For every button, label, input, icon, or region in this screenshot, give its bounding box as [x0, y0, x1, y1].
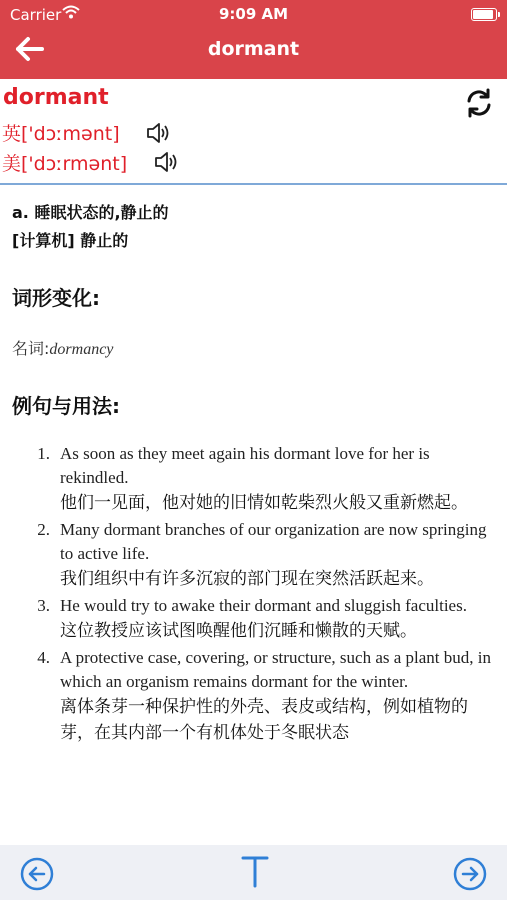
example-english: A protective case, covering, or structure, such as a plant bud, in which an organism remains dormant for the winter.: [60, 648, 492, 691]
examples-list: [26, 442, 496, 748]
refresh-icon: [464, 88, 494, 118]
list-item: [26, 442, 496, 516]
example-number: 3.: [37, 596, 50, 615]
example-english: Many dormant branches of our organization are now springing to active life.: [60, 520, 487, 563]
example-english: He would try to awake their dormant and sluggish faculties.: [60, 596, 467, 615]
example-chinese: 他们一见面，他对她的旧情如乾柴烈火般又重新燃起。: [60, 493, 468, 513]
clock: 9:09 AM: [218, 5, 289, 23]
battery-icon: [471, 8, 497, 21]
example-chinese: 离体条芽一种保护性的外壳、表皮或结构，例如植物的芽，在其内部一个有机体处于冬眠状态: [60, 697, 468, 743]
definition-2: [计算机] 静止的: [12, 231, 129, 250]
example-english: As soon as they meet again his dormant love for her is rekindled.: [60, 444, 430, 487]
word-forms-row: [12, 336, 113, 359]
word-forms-heading: 词形变化:: [12, 286, 100, 310]
word-form-label: 名词:: [12, 339, 50, 358]
us-pronunciation: 美['dɔːrmənt]: [2, 153, 128, 175]
arrow-right-circle-icon: [453, 857, 487, 891]
text-size-button[interactable]: [240, 853, 270, 891]
next-button[interactable]: [453, 857, 487, 891]
list-item: [26, 594, 496, 644]
example-chinese: 我们组织中有许多沉寂的部门现在突然活跃起来。: [60, 569, 434, 589]
bottom-toolbar: [0, 845, 507, 900]
example-number: 4.: [37, 648, 50, 667]
refresh-button[interactable]: [464, 88, 494, 118]
status-bar: [0, 0, 507, 30]
carrier-label: Carrier: [10, 6, 62, 24]
examples-heading: 例句与用法:: [12, 394, 120, 418]
uk-speaker-button[interactable]: [145, 121, 171, 145]
word-form-value: dormancy: [49, 341, 114, 358]
definition-1: a. 睡眠状态的,静止的: [12, 203, 169, 222]
example-number: 2.: [37, 520, 50, 539]
nav-header: [0, 0, 507, 79]
arrow-left-circle-icon: [20, 857, 54, 891]
list-item: [26, 646, 496, 746]
word-card: [0, 79, 507, 185]
page-title: dormant: [207, 38, 300, 60]
speaker-icon: [153, 150, 179, 174]
speaker-icon: [145, 121, 171, 145]
uk-pronunciation: 英['dɔːmənt]: [2, 123, 120, 145]
example-number: 1.: [37, 444, 50, 463]
headword: dormant: [3, 85, 109, 110]
example-chinese: 这位教授应该试图唤醒他们沉睡和懒散的天赋。: [60, 621, 417, 641]
list-item: [26, 518, 496, 592]
us-speaker-button[interactable]: [153, 150, 179, 174]
text-icon: [240, 853, 270, 891]
previous-button[interactable]: [20, 857, 54, 891]
